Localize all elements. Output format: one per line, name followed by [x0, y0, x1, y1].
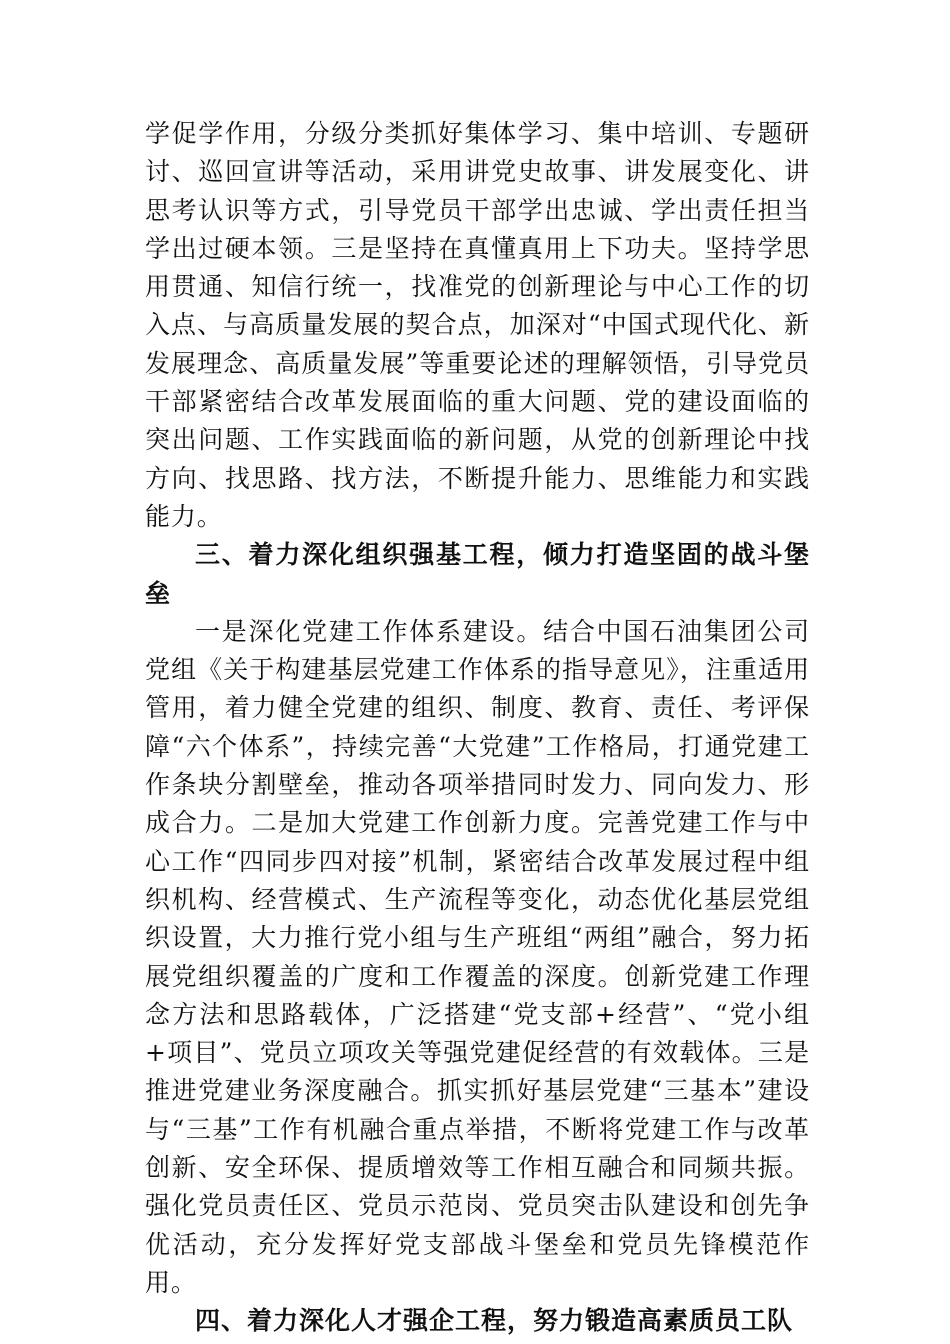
- body-paragraph-section-three: 一是深化党建工作体系建设。结合中国石油集团公司党组《关于构建基层党建工作体系的指导意见》，注重适用管用，着力健全党建的组织、制度、教育、责任、考评保障“六个体系”，持续完善“大党建”工作格局，打通党建工作条块分割壁垒，推动各项举措同时发力、同向发力、形成合力。二是加大党建工作创新力度。完善党建工作与中心工作“四同步四对接”机制，紧密结合改革发展过程中组织机构、经营模式、生产流程等变化，动态优化基层党组织设置，大力推行党小组与生产班组“两组”融合，努力拓展党组织覆盖的广度和工作覆盖的深度。创新党建工作理念方法和思路载体，广泛搭建“党支部+经营”、“党小组+项目”、党员立项攻关等强党建促经营的有效载体。三是推进党建业务深度融合。抓实抓好基层党建“三基本”建设与“三基”工作有机融合重点举措，不断将党建工作与改革创新、安全环保、提质增效等工作相互融合和同频共振。强化党员责任区、党员示范岗、党员突击队建设和创先争优活动，充分发挥好党支部战斗堡垒和党员先锋模范作用。: [145, 616, 810, 1297]
- document-page: [145, 115, 810, 1341]
- section-heading-four: 四、着力深化人才强企工程，努力锻造高素质员工队: [195, 1306, 794, 1336]
- section-heading-three: 三、着力深化组织强基工程，倾力打造坚固的战斗堡垒: [145, 540, 810, 608]
- body-paragraph-continued: 学促学作用，分级分类抓好集体学习、集中培训、专题研讨、巡回宣讲等活动，采用讲党史故事、讲发展变化、讲思考认识等方式，引导党员干部学出忠诚、学出责任担当学出过硬本领。三是坚持在真懂真用上下功夫。坚持学思用贯通、知信行统一，找准党的创新理论与中心工作的切入点、与高质量发展的契合点，加深对“中国式现代化、新发展理念、高质量发展”等重要论述的理解领悟，引导党员干部紧密结合改革发展面临的重大问题、党的建设面临的突出问题、工作实践面临的新问题，从党的创新理论中找方向、找思路、找方法，不断提升能力、思维能力和实践能力。: [145, 119, 810, 531]
